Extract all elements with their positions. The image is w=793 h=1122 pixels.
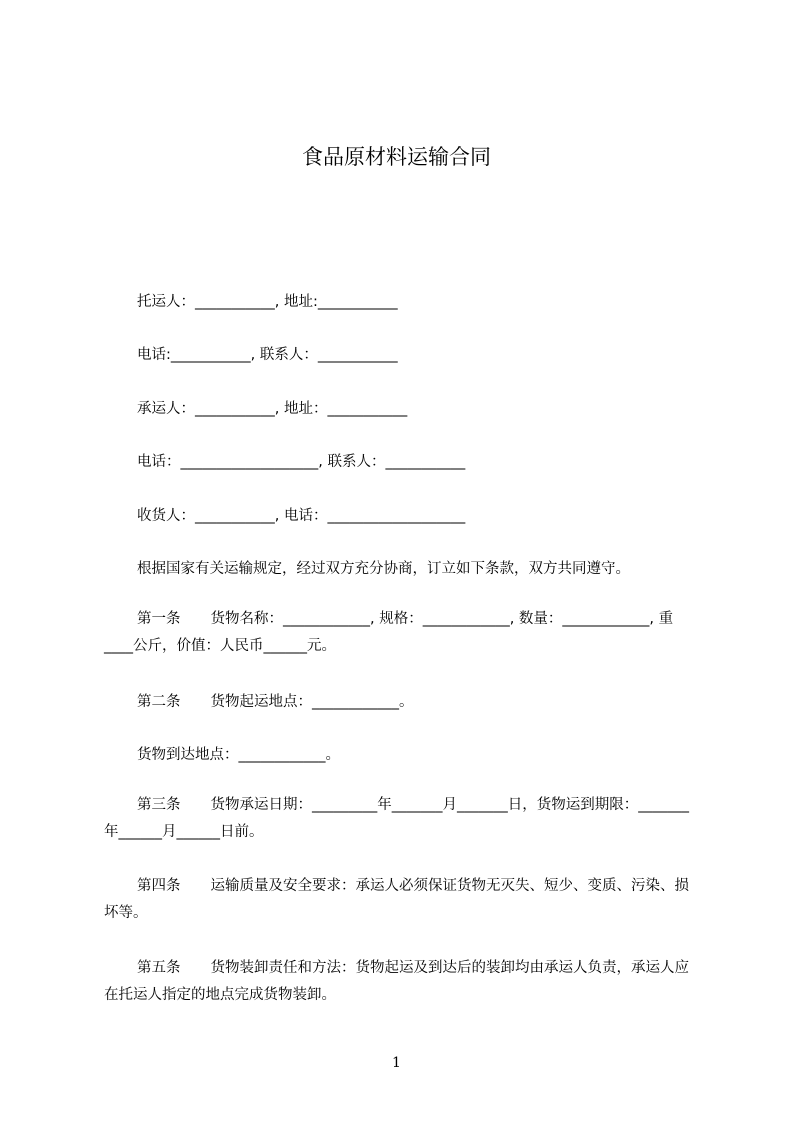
document-title: 食品原材料运输合同	[302, 145, 491, 169]
article-2-label: 第二条	[137, 694, 181, 710]
preamble-line: 根据国家有关运输规定，经过双方充分协商，订立如下条款，双方共同遵守。	[137, 561, 630, 577]
article-3-label: 第三条	[137, 797, 181, 813]
article-1	[104, 606, 702, 660]
shipper-line: 托运人：___________, 地址:___________	[137, 294, 398, 310]
page-number: 1	[392, 1055, 401, 1071]
article-4-text: 运输质量及安全要求：承运人必须保证货物无灭失、短少、变质、污染、损坏等。	[104, 878, 689, 921]
article-4-label: 第四条	[137, 878, 181, 894]
article-2-destination: 货物到达地点：____________。	[137, 747, 340, 763]
article-1-text: 货物名称：____________, 规格：____________, 数量：____________, 重____公斤，价值：人民币______元。	[104, 611, 674, 654]
article-5-text: 货物装卸责任和方法：货物起运及到达后的装卸均由承运人负责，承运人应在托运人指定的地点完成货物装卸。	[104, 960, 689, 1003]
carrier-contact-line: 电话：___________________, 联系人：___________	[137, 454, 466, 470]
article-2-text: 货物起运地点：____________。	[210, 694, 414, 710]
article-1-label: 第一条	[137, 611, 181, 627]
article-5-label: 第五条	[137, 960, 181, 976]
article-5	[104, 955, 702, 1009]
carrier-line: 承运人：___________, 地址：___________	[137, 401, 408, 417]
consignee-line: 收货人：___________, 电话：___________________	[137, 508, 466, 524]
article-4	[104, 873, 702, 927]
article-3-text: 货物承运日期：_________年_______月_______日，货物运到期限：_______年______月______日前。	[104, 797, 689, 840]
article-2	[137, 692, 414, 712]
article-3	[104, 792, 702, 846]
shipper-contact-line: 电话:___________, 联系人：___________	[137, 347, 398, 363]
